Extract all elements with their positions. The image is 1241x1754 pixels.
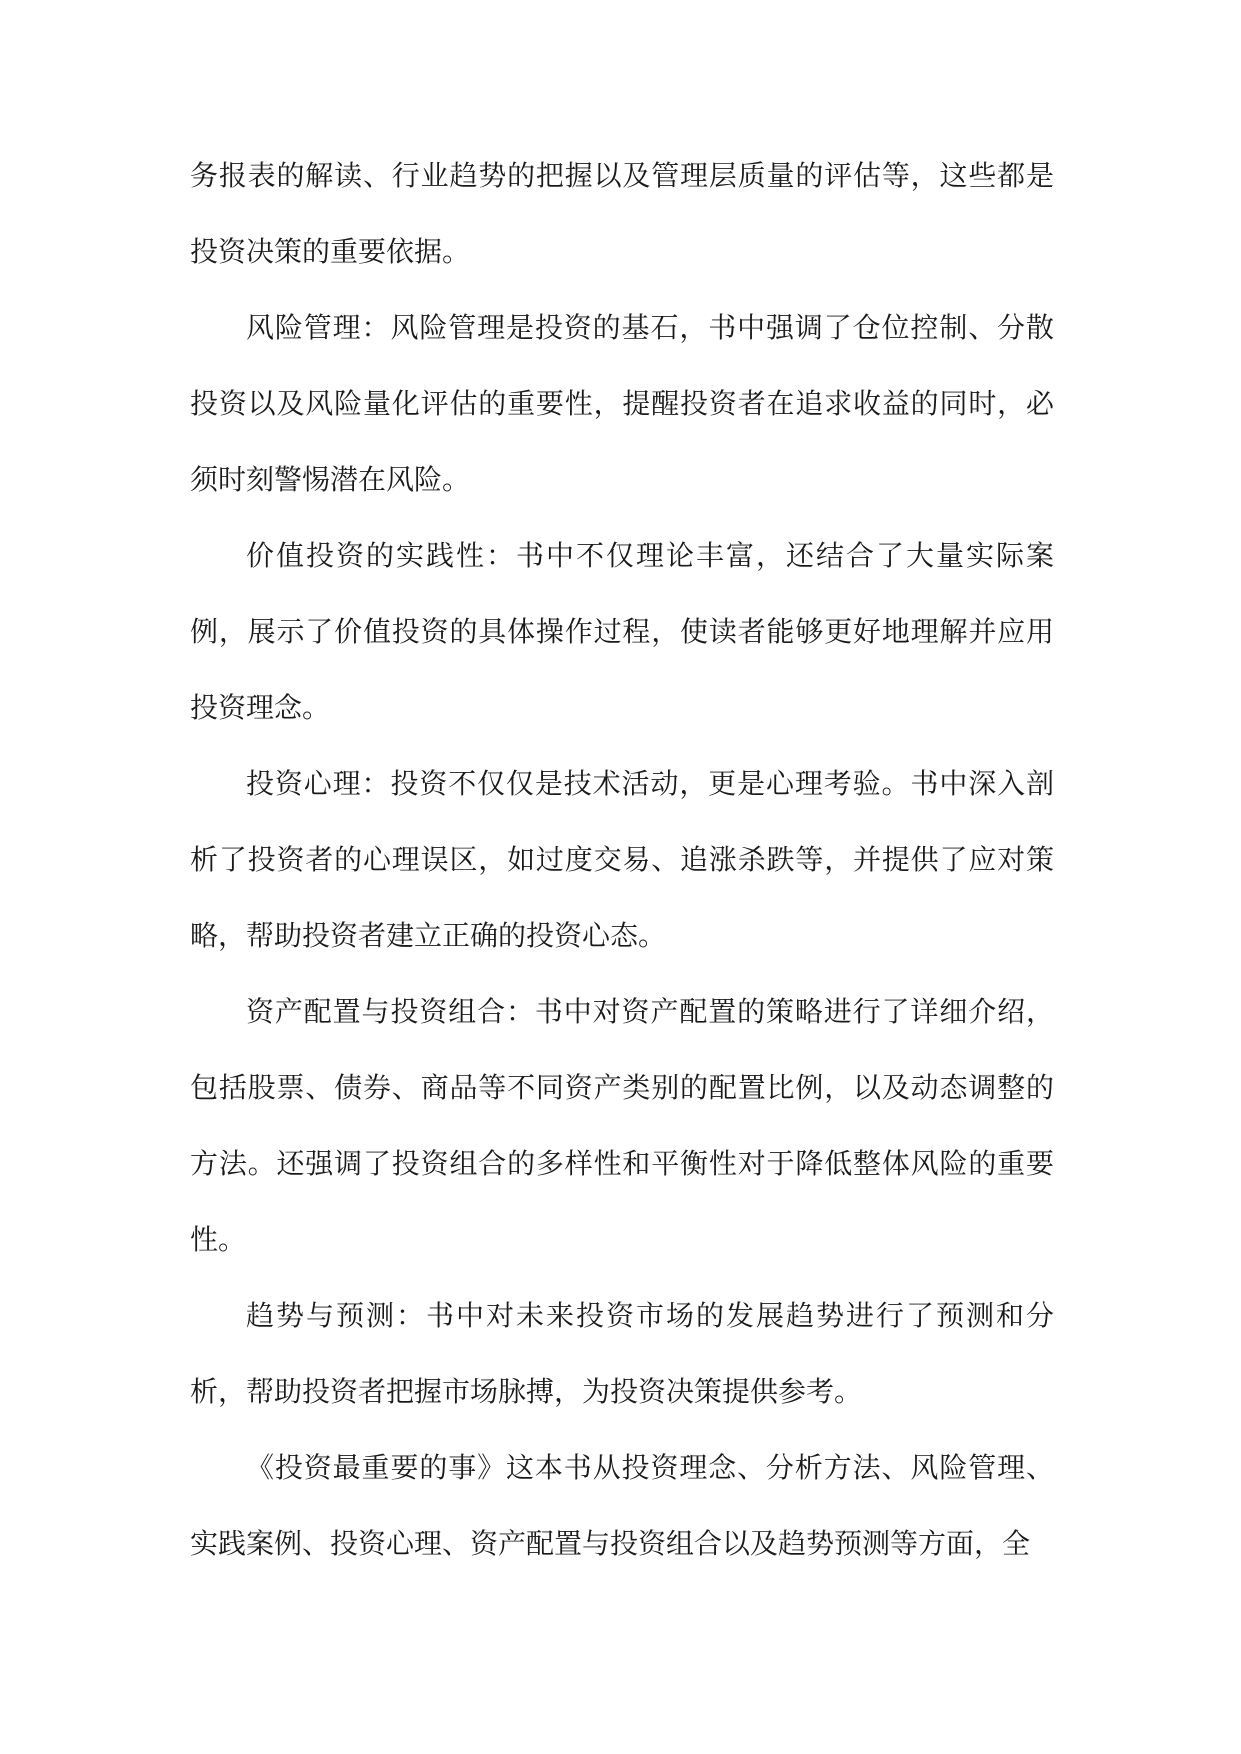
paragraph-summary: 《投资最重要的事》这本书从投资理念、分析方法、风险管理、实践案例、投资心理、资产配置与投资组合以及趋势预测等方面，全 [190,1451,1054,1560]
paragraph-asset-allocation: 资产配置与投资组合：书中对资产配置的策略进行了详细介绍，包括股票、债券、商品等不同资产类别的配置比例，以及动态调整的方法。还强调了投资组合的多样性和平衡性对于降低整体风险的重要性。 [190,995,1054,1256]
paragraph-trends-forecast: 趋势与预测：书中对未来投资市场的发展趋势进行了预测和分析，帮助投资者把握市场脉搏，为投资决策提供参考。 [190,1299,1054,1408]
paragraph-analysis-tail: 务报表的解读、行业趋势的把握以及管理层质量的评估等，这些都是投资决策的重要依据。 [190,159,1054,268]
paragraph-risk-management: 风险管理：风险管理是投资的基石，书中强调了仓位控制、分散投资以及风险量化评估的重要性，提醒投资者在追求收益的同时，必须时刻警惕潜在风险。 [190,311,1054,496]
paragraph-value-investing-practice: 价值投资的实践性：书中不仅理论丰富，还结合了大量实际案例，展示了价值投资的具体操作过程，使读者能够更好地理解并应用投资理念。 [190,539,1054,724]
paragraph-investment-psychology: 投资心理：投资不仅仅是技术活动，更是心理考验。书中深入剖析了投资者的心理误区，如过度交易、追涨杀跌等，并提供了应对策略，帮助投资者建立正确的投资心态。 [190,767,1054,952]
body-text [190,138,1054,1582]
